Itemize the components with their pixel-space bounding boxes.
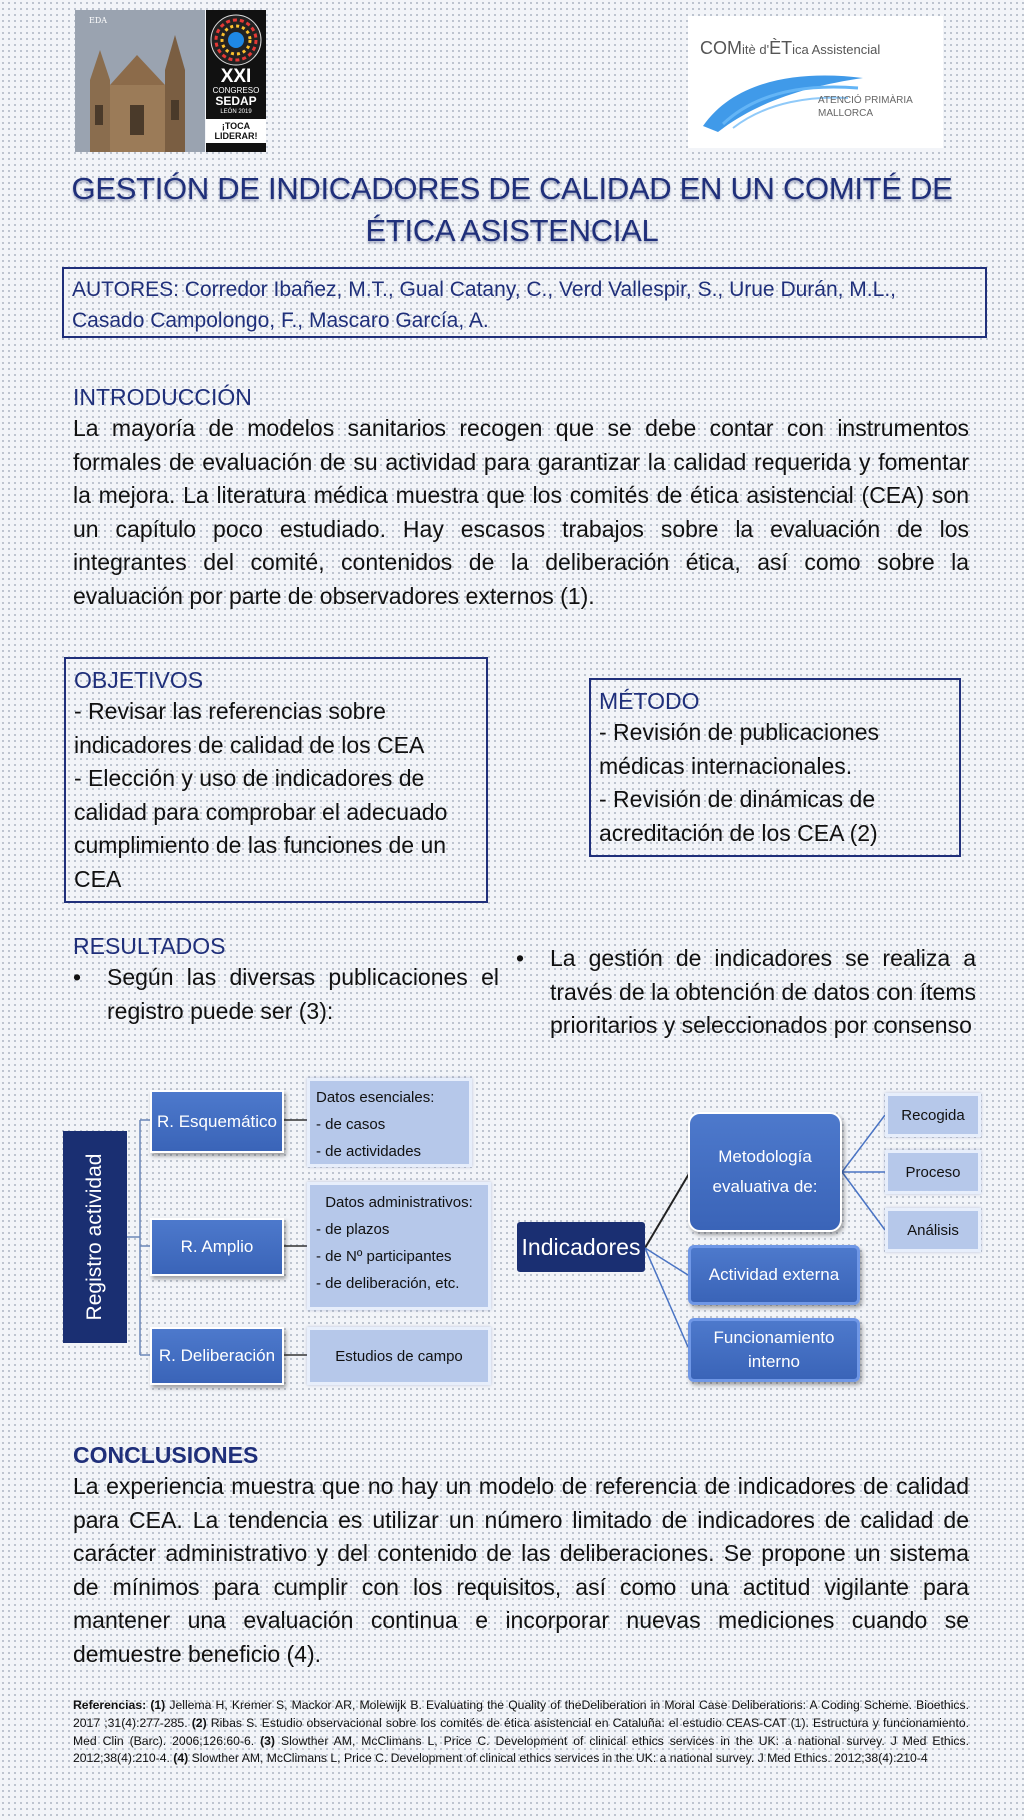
ref-2-text: Ribas S. Estudio observacional sobre los comités de ética asistencial en Cataluña: el estudio CEAS-CAT (1). Estructura y funcionamiento. Med Clin (Barc). 2006;126:60-6.: [73, 1715, 969, 1748]
ref-4-number: (4): [173, 1751, 189, 1766]
actividad-externa-node: Actividad externa: [688, 1245, 860, 1305]
references-label: Referencias:: [73, 1698, 147, 1712]
datos-esenciales-item-2: - de actividades: [316, 1143, 422, 1160]
title-line-1: GESTIÓN DE INDICADORES DE CALIDAD EN UN COMITÉ DE: [71, 171, 953, 206]
conclusiones-section: [73, 1440, 969, 1671]
sedap-xxi: XXI: [220, 66, 252, 87]
left-detail-lines: [284, 1120, 307, 1355]
registro-actividad-node: [63, 1131, 127, 1343]
comite-subtitle-1: ATENCIÓ PRIMÀRIA: [818, 95, 913, 106]
datos-administrativos-item-2: - de Nº participantes: [316, 1248, 452, 1265]
metodo-heading: MÉTODO: [599, 688, 700, 714]
ref-1-text: Jellema H, Kremer S, Mackor AR, Molewijk B. Evaluating the Quality of theDeliberation in Moral Case Deliberations: A Coding Scheme. Bioethics. 2017 ;31(4):277-285.: [73, 1698, 969, 1730]
sedap-slogan-1: ¡TOCA: [221, 121, 251, 131]
funcionamiento-interno-node: Funcionamiento interno: [688, 1318, 860, 1382]
comite-subtitle-2: MALLORCA: [818, 108, 874, 119]
conclusiones-text: La experiencia muestra que no hay un modelo de referencia de indicadores de calidad para CEA. La tendencia es utilizar un número limitado de indicadores de calidad de carácter administrativo y del contenido de las deliberaciones. Se propone un sistema de mínimos para cumplir con los requisitos, así como una actitud vigilante para mantener una evaluación continua e incorporar nuevas mediciones cuando se demuestre beneficio (4).: [73, 1473, 969, 1667]
r-amplio-node: R. Amplio: [150, 1218, 284, 1276]
recogida-node: Recogida: [885, 1093, 981, 1137]
analisis-node: Análisis: [885, 1208, 981, 1252]
datos-administrativos-item-1: - de plazos: [316, 1221, 390, 1238]
metodologia-node: Metodología evaluativa de:: [688, 1112, 842, 1232]
sedap-name: SEDAP: [215, 94, 257, 108]
ref-2-number: (2): [191, 1715, 207, 1730]
cathedral-caption: EDA: [89, 16, 108, 25]
right-main-line: [645, 1172, 690, 1248]
datos-administrativos-item-3: - de deliberación, etc.: [316, 1275, 460, 1292]
ref-3-number: (3): [260, 1733, 275, 1748]
title-line-2: ÉTICA ASISTENCIAL: [365, 213, 659, 248]
objetivos-heading: OBJETIVOS: [74, 667, 204, 693]
resultados-heading: RESULTADOS: [73, 933, 226, 959]
datos-administrativos-title: Datos administrativos:: [325, 1194, 473, 1211]
datos-esenciales-title: Datos esenciales:: [316, 1089, 435, 1106]
estudios-de-campo-box: Estudios de campo: [307, 1327, 491, 1385]
sedap-congreso: CONGRESO: [212, 86, 260, 95]
sedap-city: LEÓN 2019: [220, 109, 252, 115]
authors-line-1: AUTORES: Corredor Ibañez, M.T., Gual Catany, C., Verd Vallespir, S., Urue Durán, M.L.,: [72, 278, 896, 301]
bullet-symbol: •: [516, 945, 525, 971]
r-deliberacion-node: R. Deliberación: [150, 1327, 284, 1385]
objetivos-item-2: - Elección y uso de indicadores de calidad para comprobar el adecuado cumplimiento de las funciones de un CEA: [74, 765, 448, 892]
resultados-bullet-2-text: La gestión de indicadores se realiza a través de la obtención de datos con ítems prioritarios y seleccionados por consenso: [550, 945, 976, 1038]
ref-1-number: (1): [150, 1698, 166, 1712]
r-esquematico-node: R. Esquemático: [150, 1090, 284, 1153]
intro-text: La mayoría de modelos sanitarios recogen que se debe contar con instrumentos formales de evaluación de su actividad para garantizar la calidad requerida y fomentar la mejora. La literatura médica muestra que los comités de ética asistencial (CEA) son un capítulo poco estudiado. Hay escasos trabajos sobre la evaluación de los integrantes del comité, contenidos de la deliberación ética, así como sobre la evaluación por parte de observadores externos (1).: [73, 415, 969, 609]
conclusiones-heading: CONCLUSIONES: [73, 1442, 259, 1468]
proceso-node: Proceso: [885, 1150, 981, 1194]
objetivos-item-1: - Revisar las referencias sobre indicadores de calidad de los CEA: [74, 698, 425, 758]
metodo-item-1: - Revisión de publicaciones médicas internacionales.: [599, 719, 879, 779]
datos-esenciales-box: [307, 1078, 472, 1167]
intro-heading: INTRODUCCIÓN: [73, 384, 252, 410]
left-tree-lines: [126, 1120, 150, 1355]
ref-3-text: Slowther AM, McClimans L, Price C. Development of clinical ethics services in the UK: a national survey. J Med Ethics. 2012;38(4):210-4.: [73, 1733, 969, 1766]
authors-line-2: Casado Campolongo, F., Mascaro García, A.: [72, 309, 489, 332]
resultados-bullet-1-text: Según las diversas publicaciones el registro puede ser (3):: [107, 964, 499, 1024]
indicadores-node: Indicadores: [517, 1222, 645, 1272]
comite-logo-name: COMitè d'ÈTica Assistencial: [700, 38, 881, 58]
datos-esenciales-item-1: - de casos: [316, 1116, 386, 1133]
ref-4-text: Slowther AM, McClimans L, Price C. Development of clinical ethics services in the UK: a national survey. J Med Ethics. 2012;38(4):210-4: [188, 1751, 928, 1766]
metodo-item-2: - Revisión de dinámicas de acreditación de los CEA (2): [599, 786, 878, 846]
bullet-symbol: •: [73, 964, 82, 990]
sedap-slogan-2: LIDERAR!: [214, 131, 258, 141]
registro-actividad-label: Registro actividad: [83, 1153, 106, 1321]
references: [73, 1697, 969, 1768]
datos-administrativos-box: [307, 1182, 491, 1310]
